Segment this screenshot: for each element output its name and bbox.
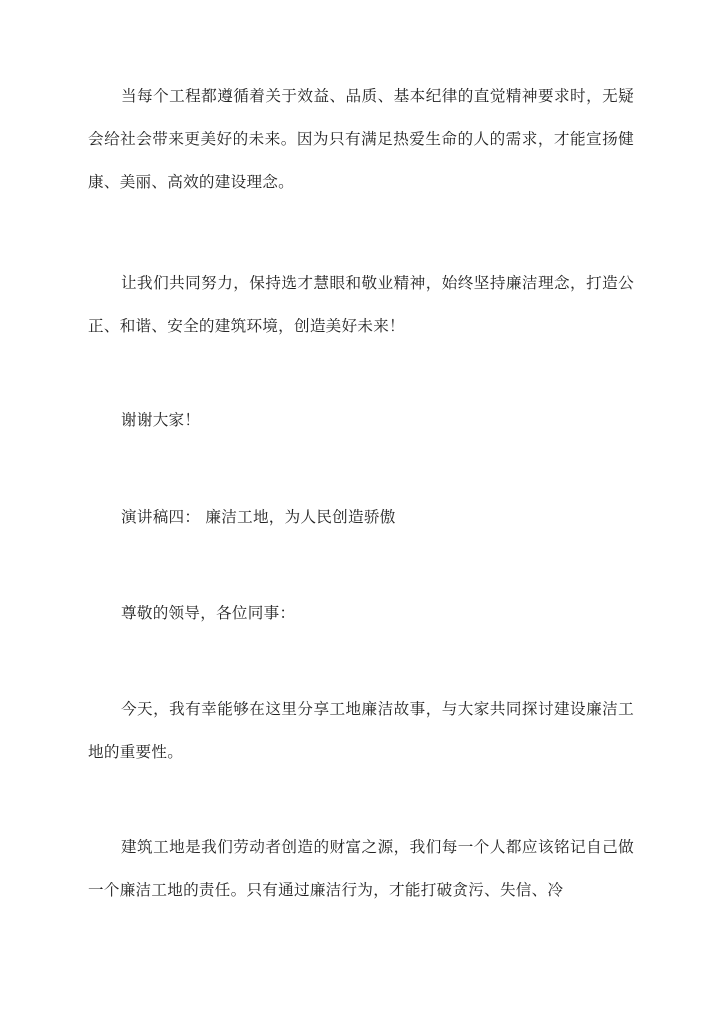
paragraph-salutation: 尊敬的领导，各位同事： xyxy=(121,604,296,622)
paragraph-joint-effort: 让我们共同努力，保持选才慧眼和敬业精神，始终坚持廉洁理念，打造公正、和谐、安全的建筑环境，创造美好未来！ xyxy=(88,274,634,335)
paragraph-responsibility: 建筑工地是我们劳动者创造的财富之源，我们每一个人都应该铭记自己做一个廉洁工地的责任。只有通过廉洁行为，才能打破贪污、失信、冷 xyxy=(88,838,634,899)
paragraph-future-vision: 当每个工程都遵循着关于效益、品质、基本纪律的直觉精神要求时，无疑会给社会带来更美好的未来。因为只有满足热爱生命的人的需求，才能宣扬健康、美丽、高效的建设理念。 xyxy=(88,87,634,191)
paragraph-opening: 今天，我有幸能够在这里分享工地廉洁故事，与大家共同探讨建设廉洁工地的重要性。 xyxy=(88,700,634,761)
paragraph-thanks: 谢谢大家！ xyxy=(121,411,201,429)
speech-title: 演讲稿四： 廉洁工地，为人民创造骄傲 xyxy=(121,508,396,526)
